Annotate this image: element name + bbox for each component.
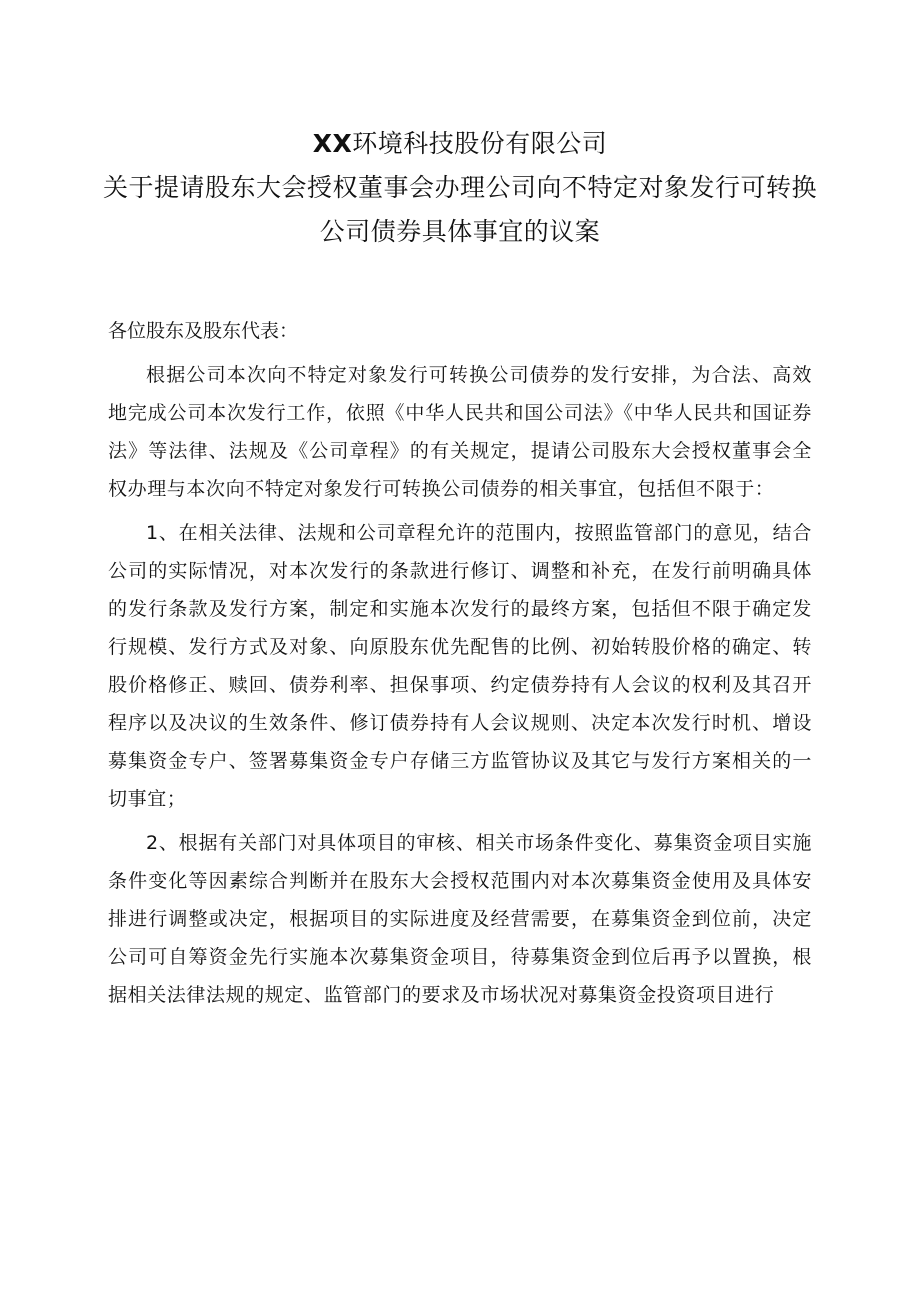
- paragraph-item-2: 2、根据有关部门对具体项目的审核、相关市场条件变化、募集资金项目实施条件变化等因素综合判断并在股东大会授权范围内对本次募集资金使用及具体安排进行调整或决定，根据项目的实际进度及经营需要，在募集资金到位前，决定公司可自筹资金先行实施本次募集资金项目，待募集资金到位后再予以置换，根据相关法律法规的规定、监管部门的要求及市场状况对募集资金投资项目进行: [108, 832, 812, 1006]
- title-company-name: 环境科技股份有限公司: [352, 129, 608, 158]
- salutation: 各位股东及股东代表：: [108, 320, 299, 342]
- title-company-prefix: XX: [312, 129, 353, 158]
- document-title: [0, 122, 920, 254]
- document-body: [108, 312, 812, 1020]
- title-line-3: 公司债券具体事宜的议案: [319, 217, 601, 246]
- title-line-2: 关于提请股东大会授权董事会办理公司向不特定对象发行可转换: [102, 173, 817, 202]
- paragraph-item-1: 1、在相关法律、法规和公司章程允许的范围内，按照监管部门的意见，结合公司的实际情况，对本次发行的条款进行修订、调整和补充，在发行前明确具体的发行条款及发行方案，制定和实施本次发行的最终方案，包括但不限于确定发行规模、发行方式及对象、向原股东优先配售的比例、初始转股价格的确定、转股价格修正、赎回、债券利率、担保事项、约定债券持有人会议的权利及其召开程序以及决议的生效条件、修订债券持有人会议规则、决定本次发行时机、增设募集资金专户、签署募集资金专户存储三方监管协议及其它与发行方案相关的一切事宜；: [108, 522, 812, 810]
- title-company-line: [0, 122, 920, 166]
- paragraph-intro: 根据公司本次向不特定对象发行可转换公司债券的发行安排，为合法、高效地完成公司本次发行工作，依照《中华人民共和国公司法》《中华人民共和国证券法》等法律、法规及《公司章程》的有关规定，提请公司股东大会授权董事会全权办理与本次向不特定对象发行可转换公司债券的相关事宜，包括但不限于：: [108, 364, 812, 500]
